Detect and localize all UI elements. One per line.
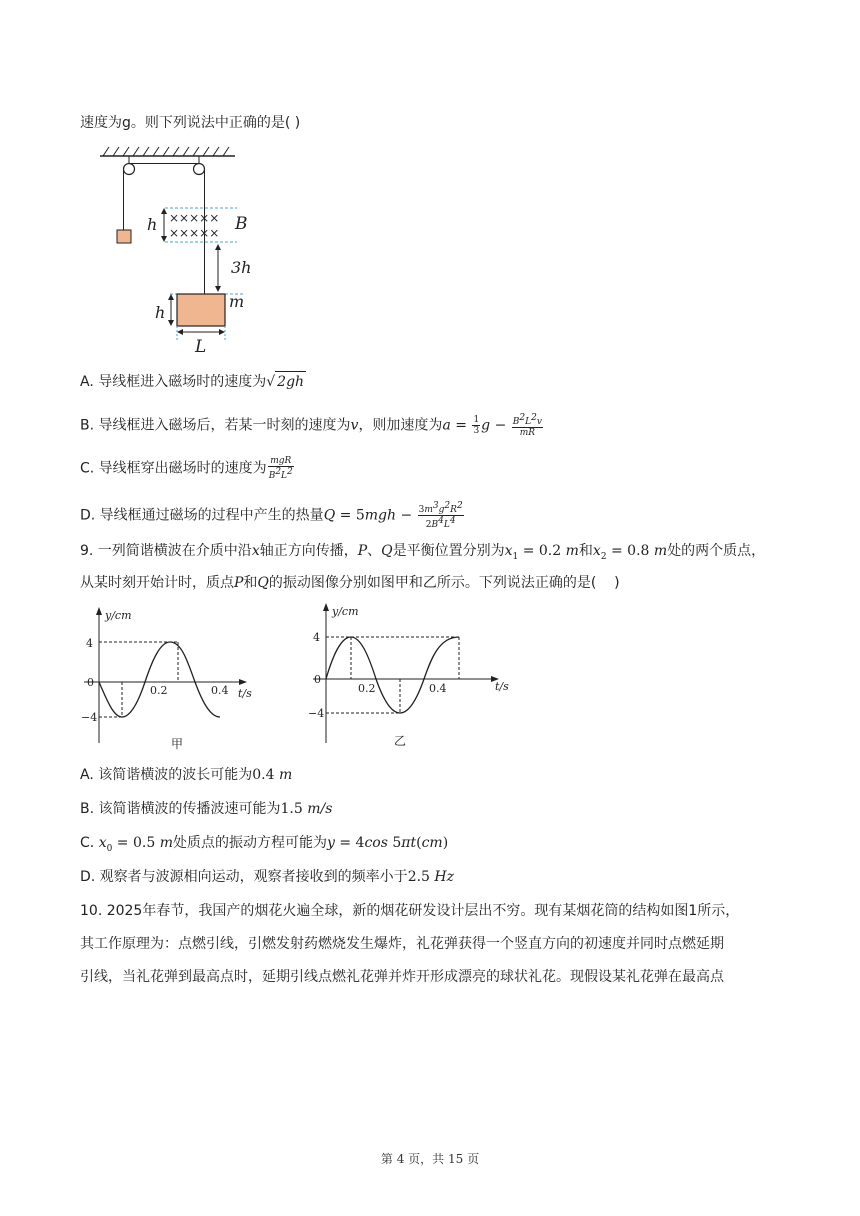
yi-xlabel: t/s	[495, 680, 509, 693]
q8-intro: 速度为g。则下列说法中正确的是( )	[80, 115, 301, 131]
q9-option-a: A. 该简谐横波的波长可能为0.4 m	[80, 767, 293, 783]
jia-tick-y-neg4: −4	[81, 711, 98, 724]
q9-option-d: D. 观察者与波源相向运动，观察者接收到的频率小于2.5 Hz	[80, 869, 454, 885]
jia-ylabel: y/cm	[105, 609, 132, 622]
yi-caption: 乙	[394, 734, 407, 748]
jia-tick-y-4: 4	[86, 637, 93, 650]
q8-option-a: A. 导线框进入磁场时的速度为√ 2gh	[80, 371, 306, 392]
q10-stem-line2: 其工作原理为：点燃引线，引燃发射药燃烧发生爆炸，礼花弹获得一个竖直方向的初速度并同时点燃延期	[80, 936, 724, 952]
q9-graph-jia	[78, 603, 268, 753]
yi-tick-y-0: 0	[314, 673, 321, 686]
jia-caption: 甲	[171, 737, 184, 751]
label-L: L	[195, 337, 207, 357]
label-m: m	[229, 292, 245, 311]
q9-option-b: B. 该简谐横波的传播波速可能为1.5 m/s	[80, 801, 333, 817]
yi-tick-x-02: 0.2	[358, 682, 376, 695]
jia-xlabel: t/s	[238, 687, 252, 700]
label-B: B	[235, 214, 248, 234]
yi-tick-x-04: 0.4	[429, 682, 447, 695]
q9-stem-line1: 9. 一列简谐横波在介质中沿x轴正方向传播，P、Q是平衡位置分别为$x_1 = 0.2$ m和$x_2 = 0.8$ m处的两个质点，	[80, 543, 766, 562]
q9-stem-line2: 从某时刻开始计时，质点P和Q的振动图像分别如图甲和乙所示。下列说法正确的是( )	[80, 575, 620, 591]
jia-tick-x-04: 0.4	[211, 684, 229, 697]
jia-tick-y-0: 0	[87, 676, 94, 689]
q9-option-c: C. $x_0 = 0.5$ m处质点的振动方程可能为y = 4cos 5πt(cm)	[80, 835, 449, 854]
q9-graph-yi	[305, 603, 525, 753]
label-h-field: h	[147, 215, 158, 234]
svg-text:×××××: ×××××	[169, 211, 220, 225]
page-footer: 第 4 页，共 15 页	[380, 1152, 480, 1166]
yi-ylabel: y/cm	[332, 605, 359, 618]
yi-tick-y-neg4: −4	[308, 707, 325, 720]
q8-option-c: C. 导线框穿出磁场时的速度为 $\frac{\text{mgR}}{B^2L^2}$	[80, 456, 293, 481]
q8-figure	[95, 142, 265, 357]
svg-text:×××××: ×××××	[169, 226, 220, 240]
q8-option-d: D. 导线框通过磁场的过程中产生的热量Q = 5mgh − $\frac{3m^3g^2R^2}{2B^4L^4}$	[80, 501, 463, 530]
jia-tick-x-02: 0.2	[150, 684, 168, 697]
label-h-frame: h	[155, 303, 166, 322]
q8-option-b: B. 导线框进入磁场后，若某一时刻的速度为v，则加速度为a = $\frac{1}{3}$ g − $\frac{B^2L^2v}{mR}$	[80, 413, 542, 438]
q10-stem-line3: 引线，当礼花弹到最高点时，延期引线点燃礼花弹并炸开形成漂亮的球状礼花。现假设某礼花弹在最高点	[80, 969, 724, 985]
yi-tick-y-4: 4	[313, 631, 320, 644]
q10-stem-line1: 10. 2025年春节，我国产的烟花火遍全球，新的烟花研发设计层出不穷。现有某烟花筒的结构如图1所示，	[80, 903, 740, 919]
label-3h: 3h	[231, 258, 252, 277]
